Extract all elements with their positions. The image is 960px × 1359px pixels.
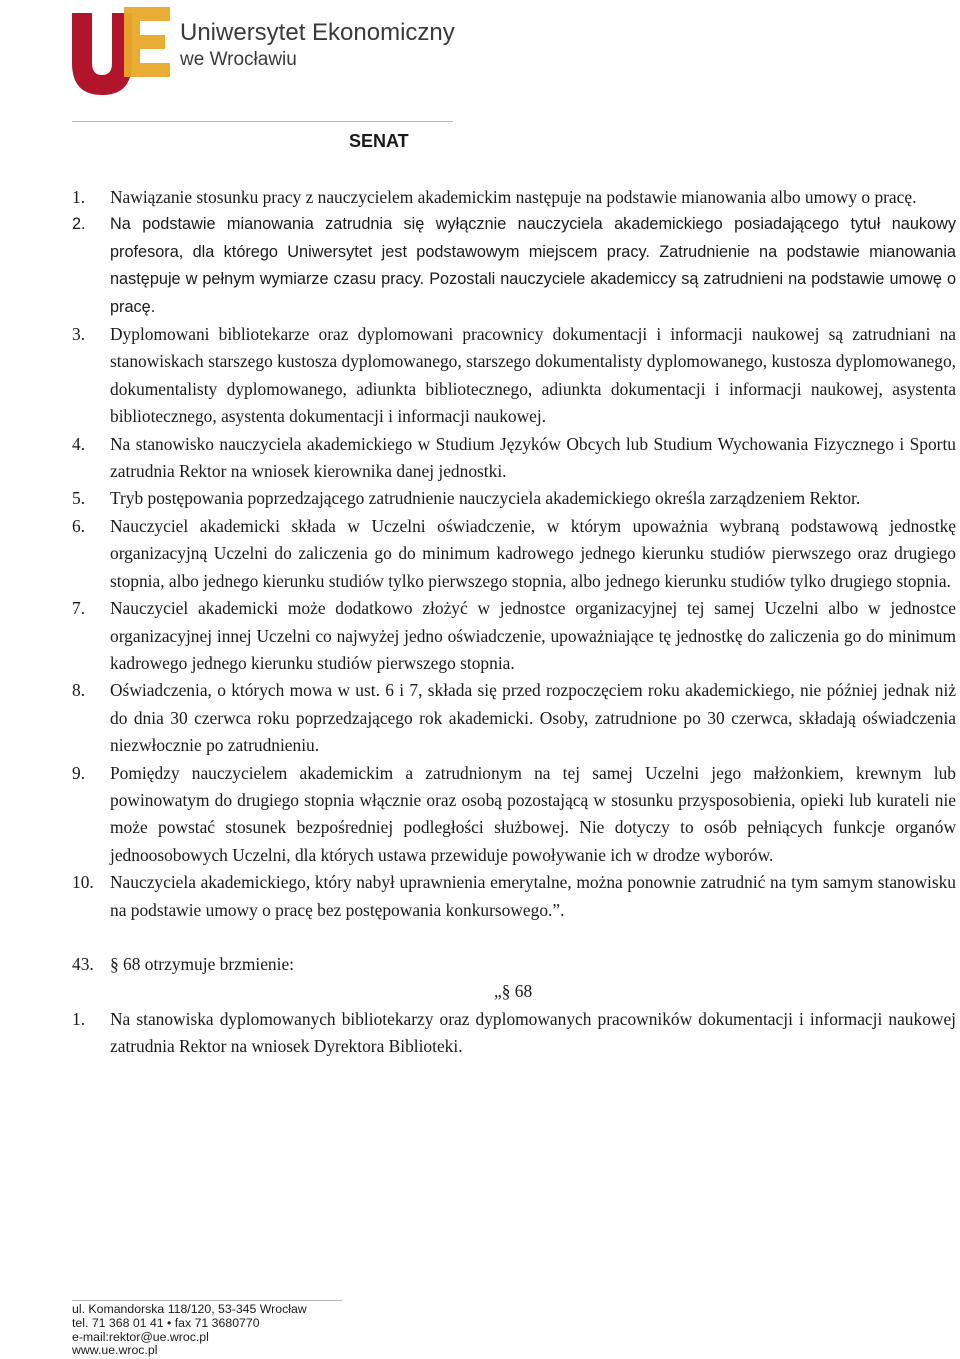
item-number: 7. — [72, 598, 86, 619]
section-title: SENAT — [349, 131, 409, 151]
spacer — [72, 924, 956, 951]
item-text: Na stanowiska dyplomowanych bibliotekarzy oraz dyplomowanych pracowników dokumentacji i informacji naukowej zatrudnia Rektor na wniosek Dyrektora Biblioteki. — [110, 1008, 956, 1057]
list-item — [72, 869, 956, 924]
list-item — [72, 211, 956, 321]
header-divider — [72, 121, 453, 122]
university-logo-icon — [72, 5, 172, 95]
item-text: Oświadczenia, o których mowa w ust. 6 i 7, składa się przed rozpoczęciem roku akademickiego, nie później jednak niż do dnia 30 czerwca roku poprzedzającego rok akademicki. Osoby, zatrudnione po 30 czerwca, składają oświadczenia niezwłocznie po zatrudnieniu. — [110, 680, 956, 756]
item-number: 6. — [72, 515, 86, 536]
item-number: 4. — [72, 433, 86, 454]
list-item — [72, 485, 956, 512]
letterhead — [72, 5, 472, 105]
item-text: Na podstawie mianowania zatrudnia się wyłącznie nauczyciela akademickiego posiadającego tytuł naukowy profesora, dla którego Uniwersytet jest podstawowym miejscem pracy. Zatrudnienie na podstawie mianowania następuje w pełnym wymiarze czasu pracy. Pozostali nauczyciele akademiccy są zatrudnieni na podstawie umowę o pracę. — [110, 215, 956, 316]
item-number: 3. — [72, 324, 86, 345]
list-item — [72, 1006, 956, 1061]
list-item — [72, 595, 956, 677]
footer-divider — [72, 1300, 342, 1301]
list-item — [72, 513, 956, 595]
document-body — [72, 184, 956, 1061]
item-number: 8. — [72, 680, 86, 701]
footer-email[interactable]: e-mail:rektor@ue.wroc.pl — [72, 1329, 209, 1344]
footer-website[interactable]: www.ue.wroc.pl — [72, 1343, 158, 1358]
amendment-text: § 68 otrzymuje brzmienie: — [110, 953, 294, 974]
list-item — [72, 431, 956, 486]
list-item — [72, 321, 956, 431]
item-number: 2. — [72, 215, 86, 234]
item-text: Dyplomowani bibliotekarze oraz dyplomowani pracownicy dokumentacji i informacji naukowej są zatrudniani na stanowiskach starszego kustosza dyplomowanego, starszego dokumentalisty dyplomowanego, kustosza dyplomowanego, dokumentalisty dyplomowanego, adiunkta bibliotecznego, adiunkta dokumentacji i informacji naukowej, asystenta bibliotecznego, asystenta dokumentacji i informacji naukowej. — [110, 324, 956, 427]
footer-phone: tel. 71 368 01 41 • fax 71 3680770 — [72, 1315, 260, 1330]
section-heading: „§ 68 — [494, 981, 533, 1002]
university-name: Uniwersytet Ekonomiczny — [180, 19, 455, 46]
item-text: Pomiędzy nauczycielem akademickim a zatrudnionym na tej samej Uczelni jego małżonkiem, krewnym lub powinowatym do drugiego stopnia włącznie oraz osobą pozostającą w stosunku przysposobienia, opieki lub kurateli nie może powstać stosunek bezpośredniej podległości służbowej. Nie dotyczy to osób pełniących funkcje organów jednoosobowych Uczelni, dla których ustawa przewiduje powoływanie ich w drodze wyborów. — [110, 762, 956, 865]
footer-address: ul. Komandorska 118/120, 53-345 Wrocław — [72, 1302, 307, 1316]
amendment-paragraph — [72, 951, 956, 978]
item-number: 1. — [72, 187, 86, 207]
university-city: we Wrocławiu — [180, 49, 297, 70]
item-text: Tryb postępowania poprzedzającego zatrudnienie nauczyciela akademickiego określa zarządzeniem Rektor. — [110, 488, 861, 509]
item-number: 10. — [72, 872, 94, 893]
item-text: Nawiązanie stosunku pracy z nauczycielem akademickim następuje na podstawie mianowania albo umowy o pracę. — [110, 187, 917, 207]
item-text: Nauczyciel akademicki może dodatkowo złożyć w jednostce organizacyjnej tej samej Uczelni albo w jednostce organizacyjnej innej Uczelni co najwyżej jedno oświadczenie, upoważniające tę jednostkę do zaliczenia go do minimum kadrowego jednego kierunku studiów pierwszego stopnia. — [110, 598, 956, 673]
list-item — [72, 760, 956, 870]
list-item — [72, 677, 956, 759]
list-item — [72, 184, 956, 211]
item-text: Nauczyciel akademicki składa w Uczelni oświadczenie, w którym upoważnia wybraną podstawową jednostkę organizacyjną Uczelni do zaliczenia go do minimum kadrowego jednego kierunku studiów pierwszego oraz drugiego stopnia, albo jednego kierunku studiów tylko pierwszego stopnia, albo jednego kierunku studiów tylko drugiego stopnia. — [110, 515, 956, 591]
item-number: 9. — [72, 762, 86, 783]
footer-contact — [72, 1303, 307, 1358]
item-number: 5. — [72, 488, 86, 509]
item-text: Na stanowisko nauczyciela akademickiego w Studium Języków Obcych lub Studium Wychowania Fizycznego i Sportu zatrudnia Rektor na wniosek kierownika danej jednostki. — [110, 433, 956, 482]
amendment-number: 43. — [72, 953, 94, 974]
item-text: Nauczyciela akademickiego, który nabył uprawnienia emerytalne, można ponownie zatrudnić na tym samym stanowisku na podstawie umowy o pracę bez postępowania konkursowego.”. — [110, 872, 956, 920]
item-number: 1. — [72, 1008, 86, 1029]
